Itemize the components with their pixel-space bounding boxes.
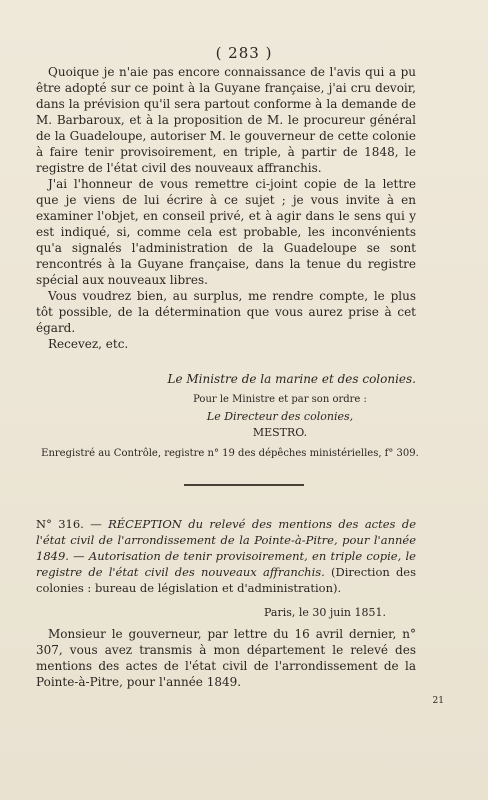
decision-block xyxy=(36,516,416,596)
letter-body xyxy=(36,64,416,352)
page-number: ( 283 ) xyxy=(215,44,273,62)
paragraph-4: Recevez, etc. xyxy=(48,337,129,351)
registration-note: Enregistré au Contrôle, registre n° 19 des dépêches ministérielles, f° 309. xyxy=(41,448,419,459)
decision-date: Paris, le 30 juin 1851. xyxy=(264,606,386,619)
paragraph-2: J'ai l'honneur de vous remettre ci-joint copie de la lettre que je viens de lui écrire à ce sujet ; je vous invite à en examiner l'objet, en conseil privé, et à agir dans le sens qui y est indiqué, si, comme cela est probable, les inconvénients qu'a signalés l'administration de la Guadeloupe se sont rencontrés à la Guyane française, dans la tenue du registre spécial aux nouveaux libres. xyxy=(36,177,416,287)
signature-mark: 21 xyxy=(432,696,444,706)
decision-direction: (Direction des colonies : bureau de législation et d'administration). xyxy=(36,565,417,595)
section-divider xyxy=(184,484,304,486)
signature-name: MESTRO. xyxy=(252,426,308,439)
decision-body: Monsieur le gouverneur, par lettre du 16 avril dernier, n° 307, vous avez transmis à mon département le relevé des mentions des actes de l'état civil de l'arrondissement de la Pointe-à-Pitre, pour l'année 1849. xyxy=(36,627,416,689)
paragraph-1: Quoique je n'aie pas encore connaissance de l'avis qui a pu être adopté sur ce point à la Guyane française, j'ai cru devoir, dans la prévision qu'il sera partout conforme à la demande de M. Barbaroux, et à la proposition de M. le procureur général de la Guadeloupe, autoriser M. le gouverneur de cette colonie à faire tenir provisoirement, en triple, à partir de 1848, le registre de l'état civil des nouveaux affranchis. xyxy=(36,65,416,175)
decision-number: N° 316. — xyxy=(36,517,102,531)
decision-body-block xyxy=(36,626,416,690)
signature-director: Le Directeur des colonies, xyxy=(206,410,354,423)
paragraph-3: Vous voudrez bien, au surplus, me rendre compte, le plus tôt possible, de la détermination que vous aurez prise à cet égard. xyxy=(36,289,416,335)
decision-title: RÉCEPTION du relevé des mentions des actes de l'état civil de l'arrondissement de la Pointe-à-Pitre, pour l'année 1849. — Autorisation de tenir provisoirement, en triple copie, le registre de l'état civil des nouveaux affranchis. xyxy=(36,517,417,579)
signature-order: Pour le Ministre et par son ordre : xyxy=(193,394,367,405)
signature-title: Le Ministre de la marine et des colonies. xyxy=(167,372,416,386)
